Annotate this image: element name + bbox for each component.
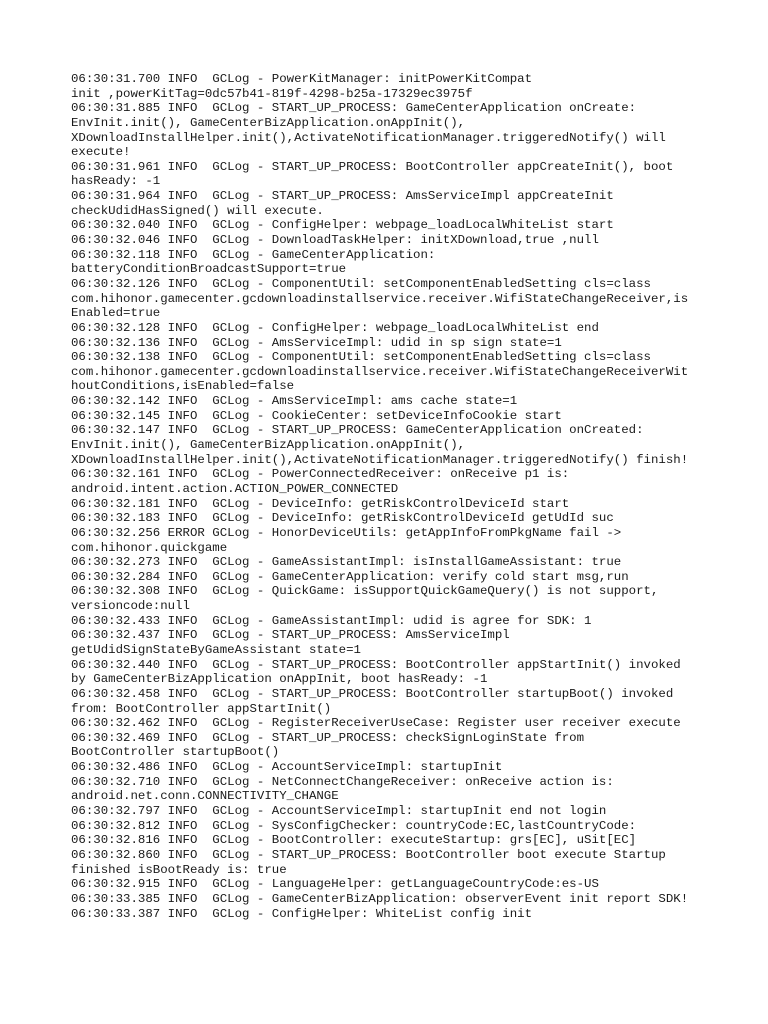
- log-line: 06:30:32.433 INFO GCLog - GameAssistantImpl: udid is agree for SDK: 1: [71, 613, 592, 628]
- log-line: 06:30:32.273 INFO GCLog - GameAssistantImpl: isInstallGameAssistant: true: [71, 555, 622, 570]
- log-line: 06:30:32.486 INFO GCLog - AccountServiceImpl: startupInit: [71, 760, 503, 775]
- log-line: 06:30:32.138 INFO GCLog - ComponentUtil: setComponentEnabledSetting cls=class: [71, 350, 651, 365]
- log-line: from: BootController appStartInit(): [71, 701, 332, 716]
- log-line: com.hihonor.quickgame: [71, 540, 228, 555]
- log-line: 06:30:32.118 INFO GCLog - GameCenterApplication:: [71, 247, 436, 262]
- log-line: android.intent.action.ACTION_POWER_CONNECTED: [71, 481, 399, 496]
- log-line: getUdidSignStateByGameAssistant state=1: [71, 642, 361, 657]
- log-line: EnvInit.init(), GameCenterBizApplication.onAppInit(),: [71, 115, 466, 130]
- log-line: 06:30:32.469 INFO GCLog - START_UP_PROCESS: checkSignLoginState from: [71, 730, 585, 745]
- log-line: execute!: [71, 145, 131, 160]
- log-line: hasReady: -1: [71, 174, 161, 189]
- log-line: 06:30:32.256 ERROR GCLog - HonorDeviceUtils: getAppInfoFromPkgName fail ->: [71, 525, 622, 540]
- log-line: init ,powerKitTag=0dc57b41-819f-4298-b25a-17329ec3975f: [71, 86, 473, 101]
- log-line: 06:30:32.458 INFO GCLog - START_UP_PROCESS: BootController startupBoot() invoked: [71, 686, 674, 701]
- log-line: 06:30:31.961 INFO GCLog - START_UP_PROCESS: BootController appCreateInit(), boot: [71, 159, 674, 174]
- log-line: 06:30:33.387 INFO GCLog - ConfigHelper: WhiteList config init: [71, 906, 533, 921]
- log-line: 06:30:31.885 INFO GCLog - START_UP_PROCESS: GameCenterApplication onCreate:: [71, 101, 637, 116]
- log-line: by GameCenterBizApplication onAppInit, boot hasReady: -1: [71, 672, 488, 687]
- log-line: 06:30:32.181 INFO GCLog - DeviceInfo: getRiskControlDeviceId start: [71, 496, 570, 511]
- log-line: houtConditions,isEnabled=false: [71, 379, 295, 394]
- log-line: 06:30:32.147 INFO GCLog - START_UP_PROCESS: GameCenterApplication onCreated:: [71, 423, 644, 438]
- log-line: 06:30:31.700 INFO GCLog - PowerKitManager: initPowerKitCompat: [71, 72, 533, 86]
- log-line: 06:30:32.860 INFO GCLog - START_UP_PROCESS: BootController boot execute Startup: [71, 847, 666, 862]
- log-line: 06:30:32.128 INFO GCLog - ConfigHelper: webpage_loadLocalWhiteList end: [71, 320, 599, 335]
- log-line: 06:30:32.915 INFO GCLog - LanguageHelper: getLanguageCountryCode:es-US: [71, 877, 599, 892]
- log-line: com.hihonor.gamecenter.gcdownloadinstallservice.receiver.WifiStateChangeReceiver,is: [71, 291, 689, 306]
- log-line: BootController startupBoot(): [71, 745, 280, 760]
- log-line: 06:30:32.136 INFO GCLog - AmsServiceImpl: udid in sp sign state=1: [71, 335, 562, 350]
- log-line: 06:30:32.710 INFO GCLog - NetConnectChangeReceiver: onReceive action is:: [71, 774, 614, 789]
- log-line: 06:30:32.126 INFO GCLog - ComponentUtil: setComponentEnabledSetting cls=class: [71, 276, 651, 291]
- log-line: 06:30:32.183 INFO GCLog - DeviceInfo: getRiskControlDeviceId getUdId suc: [71, 511, 614, 526]
- log-line: versioncode:null: [71, 599, 190, 614]
- log-line: 06:30:32.284 INFO GCLog - GameCenterApplication: verify cold start msg,run: [71, 569, 629, 584]
- log-line: Enabled=true: [71, 306, 161, 321]
- log-line: XDownloadInstallHelper.init(),ActivateNotificationManager.triggeredNotify() finish!: [71, 452, 689, 467]
- log-line: finished isBootReady is: true: [71, 862, 287, 877]
- log-line: 06:30:31.964 INFO GCLog - START_UP_PROCESS: AmsServiceImpl appCreateInit: [71, 189, 614, 204]
- log-line: 06:30:32.046 INFO GCLog - DownloadTaskHelper: initXDownload,true ,null: [71, 233, 599, 248]
- log-line: 06:30:32.816 INFO GCLog - BootController: executeStartup: grs[EC], uSit[EC]: [71, 833, 637, 848]
- log-text-block: [71, 72, 711, 921]
- log-line: 06:30:32.142 INFO GCLog - AmsServiceImpl: ams cache state=1: [71, 394, 518, 409]
- log-line: com.hihonor.gamecenter.gcdownloadinstallservice.receiver.WifiStateChangeReceiverWit: [71, 364, 689, 379]
- log-line: 06:30:32.040 INFO GCLog - ConfigHelper: webpage_loadLocalWhiteList start: [71, 218, 614, 233]
- log-line: 06:30:32.462 INFO GCLog - RegisterReceiverUseCase: Register user receiver execute: [71, 716, 681, 731]
- log-line: 06:30:32.797 INFO GCLog - AccountServiceImpl: startupInit end not login: [71, 804, 607, 819]
- log-line: 06:30:32.440 INFO GCLog - START_UP_PROCESS: BootController appStartInit() invoked: [71, 657, 681, 672]
- log-line: 06:30:32.812 INFO GCLog - SysConfigChecker: countryCode:EC,lastCountryCode:: [71, 818, 637, 833]
- log-line: XDownloadInstallHelper.init(),ActivateNotificationManager.triggeredNotify() will: [71, 130, 666, 145]
- log-line: 06:30:32.161 INFO GCLog - PowerConnectedReceiver: onReceive p1 is:: [71, 467, 570, 482]
- log-line: batteryConditionBroadcastSupport=true: [71, 262, 347, 277]
- log-line: 06:30:33.385 INFO GCLog - GameCenterBizApplication: observerEvent init report SDK!: [71, 891, 689, 906]
- log-line: EnvInit.init(), GameCenterBizApplication.onAppInit(),: [71, 438, 466, 453]
- log-line: 06:30:32.308 INFO GCLog - QuickGame: isSupportQuickGameQuery() is not support,: [71, 584, 659, 599]
- log-line: 06:30:32.145 INFO GCLog - CookieCenter: setDeviceInfoCookie start: [71, 408, 562, 423]
- log-line: 06:30:32.437 INFO GCLog - START_UP_PROCESS: AmsServiceImpl: [71, 628, 510, 643]
- log-line: android.net.conn.CONNECTIVITY_CHANGE: [71, 789, 339, 804]
- log-line: checkUdidHasSigned() will execute.: [71, 203, 324, 218]
